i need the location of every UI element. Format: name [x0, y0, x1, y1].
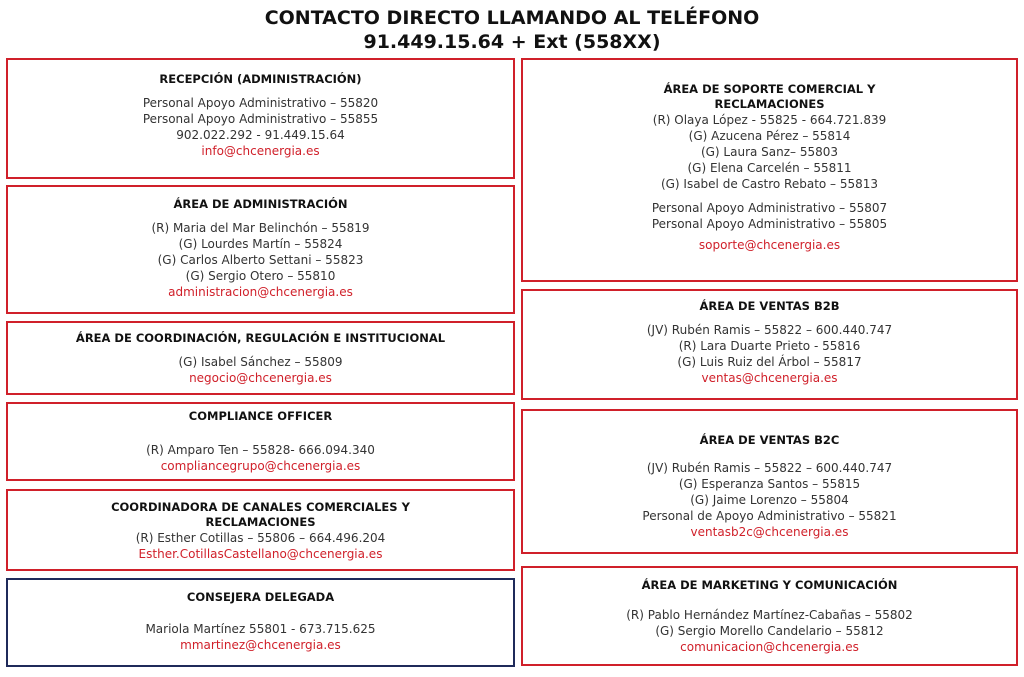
box-title: ÁREA DE ADMINISTRACIÓN: [173, 197, 348, 211]
contact-line: Personal de Apoyo Administrativo – 55821: [642, 509, 897, 523]
box-title: CONSEJERA DELEGADA: [186, 590, 335, 604]
contact-line: (R) Maria del Mar Belinchón – 55819: [151, 221, 370, 235]
box-title: RECLAMACIONES: [205, 515, 316, 529]
box-title: COMPLIANCE OFFICER: [188, 409, 333, 423]
email-link[interactable]: administracion@chcenergia.es: [168, 285, 353, 299]
contact-line: (G) Luis Ruiz del Árbol – 55817: [677, 355, 862, 369]
contact-line: Personal Apoyo Administrativo – 55807: [651, 201, 888, 215]
box-title: COORDINADORA DE CANALES COMERCIALES Y: [111, 500, 410, 514]
contact-line: Mariola Martínez 55801 - 673.715.625: [145, 622, 376, 636]
contact-line: (G) Lourdes Martín – 55824: [178, 237, 343, 251]
contact-line: (R) Amparo Ten – 55828- 666.094.340: [146, 443, 375, 457]
email-link[interactable]: mmartinez@chcenergia.es: [180, 638, 341, 652]
box-title: ÁREA DE VENTAS B2C: [699, 433, 840, 447]
box-title: RECLAMACIONES: [714, 97, 825, 111]
box-ventas-b2c: [521, 409, 1018, 554]
contact-line: Personal Apoyo Administrativo – 55820: [142, 96, 379, 110]
box-coordinacion: [6, 321, 515, 395]
email-link[interactable]: negocio@chcenergia.es: [189, 371, 332, 385]
email-link[interactable]: Esther.CotillasCastellano@chcenergia.es: [138, 547, 383, 561]
main-phone-number: 91.449.15.64 + Ext (558XX): [363, 31, 661, 53]
contact-line: Personal Apoyo Administrativo – 55855: [142, 112, 379, 126]
contact-line: (R) Pablo Hernández Martínez-Cabañas – 55802: [626, 608, 913, 622]
contact-line: (JV) Rubén Ramis – 55822 – 600.440.747: [646, 461, 893, 475]
contact-line: (G) Jaime Lorenzo – 55804: [690, 493, 849, 507]
contact-line: Personal Apoyo Administrativo – 55805: [651, 217, 888, 231]
email-link[interactable]: comunicacion@chcenergia.es: [680, 640, 859, 654]
contact-line: (G) Esperanza Santos – 55815: [678, 477, 861, 491]
contact-line: 902.022.292 - 91.449.15.64: [176, 128, 345, 142]
contact-line: (G) Azucena Pérez – 55814: [688, 129, 851, 143]
box-title: RECEPCIÓN (ADMINISTRACIÓN): [159, 72, 362, 86]
contact-line: (G) Carlos Alberto Settani – 55823: [157, 253, 364, 267]
box-consejera: [6, 578, 515, 667]
box-ventas-b2b: [521, 289, 1018, 400]
contact-line: (G) Isabel Sánchez – 55809: [178, 355, 343, 369]
contact-line: (JV) Rubén Ramis – 55822 – 600.440.747: [646, 323, 893, 337]
box-title: ÁREA DE VENTAS B2B: [699, 299, 840, 313]
box-compliance: [6, 402, 515, 481]
email-link[interactable]: soporte@chcenergia.es: [698, 238, 841, 252]
box-title: ÁREA DE MARKETING Y COMUNICACIÓN: [641, 578, 898, 592]
email-link[interactable]: info@chcenergia.es: [201, 144, 320, 158]
contact-line: (R) Lara Duarte Prieto - 55816: [678, 339, 861, 353]
email-link[interactable]: ventasb2c@chcenergia.es: [690, 525, 849, 539]
box-title: ÁREA DE COORDINACIÓN, REGULACIÓN E INSTITUCIONAL: [75, 331, 446, 345]
box-title: ÁREA DE SOPORTE COMERCIAL Y: [663, 82, 876, 96]
email-link[interactable]: compliancegrupo@chcenergia.es: [160, 459, 361, 473]
contact-line: (R) Olaya López - 55825 - 664.721.839: [652, 113, 887, 127]
email-link[interactable]: ventas@chcenergia.es: [701, 371, 838, 385]
contact-line: (R) Esther Cotillas – 55806 – 664.496.204: [135, 531, 386, 545]
contact-line: (G) Sergio Otero – 55810: [185, 269, 336, 283]
box-recepcion: [6, 58, 515, 179]
page-title: CONTACTO DIRECTO LLAMANDO AL TELÉFONO: [264, 7, 760, 29]
contact-line: (G) Elena Carcelén – 55811: [687, 161, 852, 175]
contact-line: (G) Laura Sanz– 55803: [700, 145, 839, 159]
box-canales: [6, 489, 515, 571]
contact-line: (G) Isabel de Castro Rebato – 55813: [660, 177, 879, 191]
box-marketing: [521, 566, 1018, 666]
box-administracion: [6, 185, 515, 314]
contact-line: (G) Sergio Morello Candelario – 55812: [655, 624, 884, 638]
box-soporte: [521, 58, 1018, 282]
